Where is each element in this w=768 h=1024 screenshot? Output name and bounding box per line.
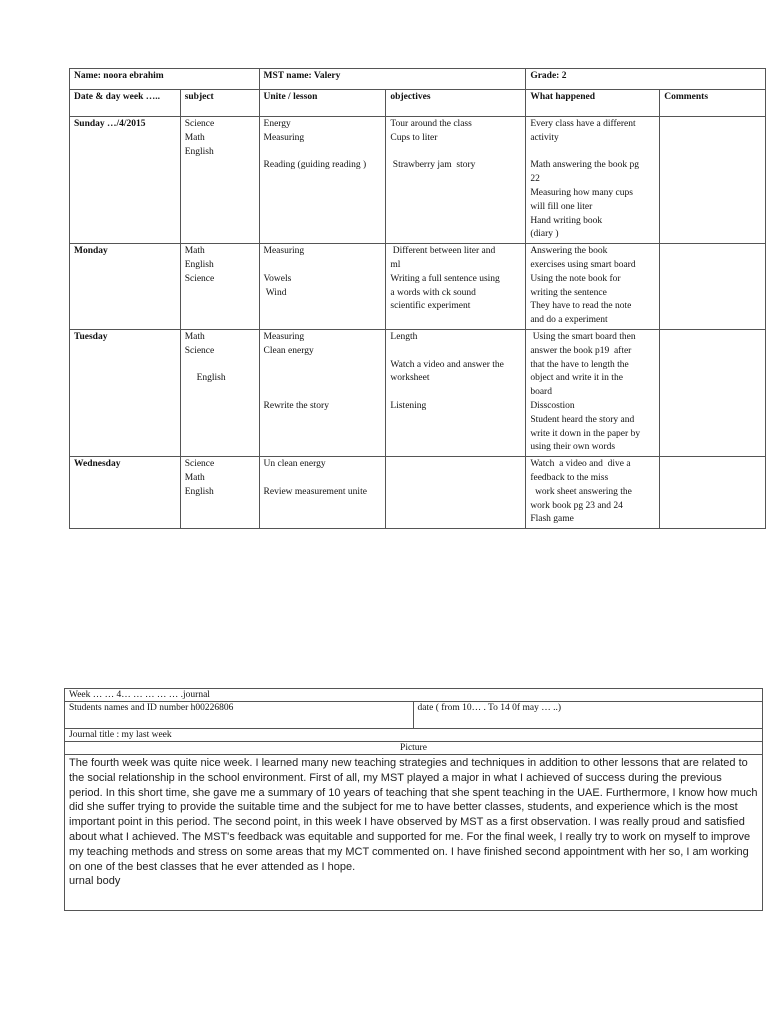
cell-line [264,146,382,160]
cell-line: Math [184,331,205,342]
cell-line [264,259,382,273]
cell-line: Math [184,472,205,483]
cell-line: 22 [530,174,540,185]
cell-line: Cups to liter [390,132,438,143]
subjects-cell [180,329,259,456]
cell-line: Length [390,331,418,342]
journal-body [65,755,763,911]
cell-line: work sheet answering the [530,486,632,497]
cell-line: Writing a full sentence using [390,273,500,284]
happened-cell [526,329,660,456]
cell-line [264,359,382,373]
cell-line [390,345,521,359]
cell-line: Student heard the story and [530,414,635,425]
cell-line: Measuring [263,331,305,342]
grade: Grade: 2 [526,69,766,90]
lesson-plan-table [69,68,766,529]
student-name: Name: noora ebrahim [70,69,260,90]
cell-line: Science [184,273,215,284]
cell-line: Review measurement unite [263,486,367,497]
day-cell: Wednesday [70,457,181,529]
row-tuesday [70,329,766,456]
cell-line: Tour around the class [390,119,472,129]
day-cell: Sunday …/4/2015 [70,117,181,244]
cell-line [390,386,521,400]
objectives-cell [386,329,526,456]
happened-cell [526,244,660,330]
cell-line: Math answering the book pg [530,160,640,171]
happened-cell [526,117,660,244]
comments-cell [660,329,766,456]
cell-line: English [184,259,214,270]
cell-line: Using the smart board then [530,331,636,342]
cell-line: English [184,146,214,157]
cell-line: worksheet [390,373,430,384]
objectives-cell [386,117,526,244]
cell-line: Measuring [263,246,305,257]
cell-line: Watch a video and dive a [530,459,631,470]
cell-line: and do a experiment [530,315,608,326]
cell-line: Answering the book [530,246,608,257]
cell-line: using their own words [530,442,616,453]
happened-cell [526,457,660,529]
picture-label: Picture [65,742,763,755]
cell-line: answer the book p19 after [530,345,632,356]
cell-line: Flash game [530,514,574,525]
cell-line: scientific experiment [390,301,471,312]
mst-name: MST name: Valery [259,69,526,90]
cell-line: Reading (guiding reading ) [263,160,367,171]
subjects-cell [180,117,259,244]
journal-title: Journal title : my last week [65,729,763,742]
cell-line: a words with ck sound [390,287,476,298]
journal-date: date ( from 10… . To 14 0f may … ..) [413,702,762,729]
units-cell [259,457,386,529]
cell-line: Un clean energy [263,459,326,470]
cell-line: Watch a video and answer the [390,359,504,370]
row-sunday [70,117,766,244]
cell-line [530,146,655,160]
row-monday [70,244,766,330]
cell-line: Science [184,119,215,129]
header-objectives: objectives [386,90,526,117]
objectives-cell [386,244,526,330]
cell-line [264,472,382,486]
subjects-cell [180,457,259,529]
header-comments: Comments [660,90,766,117]
row-wednesday [70,457,766,529]
journal-body-text: The fourth week was quite nice week. I learned many new teaching strategies and techniques in addition to other lessons that are related to the social relationship in the school environment. First of all, my MST played a major in what I achieved of success during the previous period. In this short time, she gave me a summary of 10 years of teaching that she spent teaching in the UAE. Furthermore, I know how much did she suffer trying to provide the suitable time and the subject for me to have better classes, students, and experience which is the most important point in this period. The second point, in this week I have observed by MST as a first observation. I was really proud and satisfied about what I achieved. The MST's feedback was equitable and supported for me. For the final week, I really try to work on myself to improve my teaching methods and stress on some areas that my MCT commented on. I have finished second appointment with her so, I am working on one of the best classes that he ever attended as I hope. [69,757,758,873]
cell-line: ml [390,259,401,270]
header-what-happened: What happened [526,90,660,117]
cell-line: Math [184,132,205,143]
journal-body-footer: urnal body [69,875,121,888]
journal-table [64,688,763,911]
cell-line: work book pg 23 and 24 [530,500,623,511]
cell-line: Listening [390,400,427,411]
header-date: Date & day week ….. [70,90,181,117]
cell-line: Using the note book for [530,273,621,284]
cell-line: Science [184,345,215,356]
cell-line: (diary ) [530,229,559,240]
journal-week: Week … … 4… … … … … .journal [65,689,763,702]
cell-line: exercises using smart board [530,259,636,270]
cell-line: Strawberry jam story [390,160,476,171]
day-cell: Monday [70,244,181,330]
cell-line: Vowels [263,273,292,284]
cell-line [185,359,255,373]
cell-line: feedback to the miss [530,472,609,483]
comments-cell [660,244,766,330]
day-cell: Tuesday [70,329,181,456]
cell-line: Science [184,459,215,470]
cell-line: board [530,387,552,398]
cell-line: that the have to length the [530,359,629,370]
cell-line: Measuring [263,132,305,143]
cell-line [264,372,382,386]
objectives-cell [386,457,526,529]
cell-line: object and write it in the [530,373,623,384]
comments-cell [660,457,766,529]
cell-line: Energy [263,119,291,129]
header-unit: Unite / lesson [259,90,386,117]
comments-cell [660,117,766,244]
cell-line: English [184,486,214,497]
units-cell [259,329,386,456]
cell-line: will fill one liter [530,201,593,212]
cell-line: writing the sentence [530,287,607,298]
cell-line: Clean energy [263,345,314,356]
cell-line [264,386,382,400]
cell-line: Measuring how many cups [530,187,633,198]
cell-line: write it down in the paper by [530,428,641,439]
units-cell [259,117,386,244]
cell-line: Math [184,246,205,257]
cell-line: English [184,373,226,384]
units-cell [259,244,386,330]
cell-line: Wind [263,287,287,298]
student-id: Students names and ID number h00226806 [65,702,414,729]
cell-line [390,146,521,160]
cell-line: Disscostion [530,400,575,411]
cell-line: Hand writing book [530,215,603,226]
cell-line: They have to read the note [530,301,632,312]
subjects-cell [180,244,259,330]
cell-line: activity [530,132,559,143]
header-subject: subject [180,90,259,117]
cell-line: Rewrite the story [263,400,329,411]
cell-line: Different between liter and [390,246,496,257]
cell-line: Every class have a different [530,119,636,129]
